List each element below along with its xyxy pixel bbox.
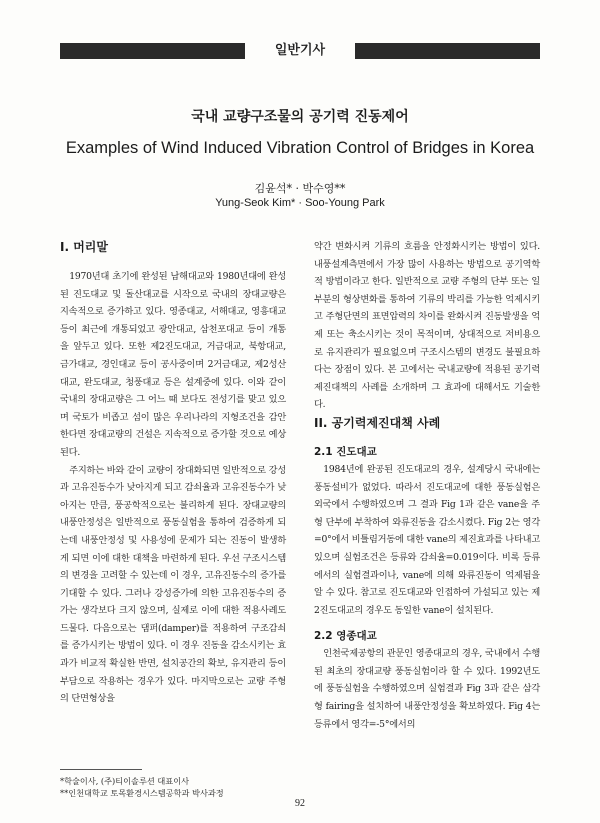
section-header-bar [60,42,540,60]
page-number: 92 [295,798,305,809]
article-title-korean: 국내 교량구조물의 공기력 진동제어 [191,109,409,125]
authors-korean: 김윤석* · 박수영** [254,182,346,195]
section-heading-aerodynamic-control: II. 공기력제진대책 사례 [314,415,441,430]
header-stripe-right [355,43,540,59]
jindo-bridge-paragraph: 1984년에 완공된 진도대교의 경우, 설계당시 국내에는 풍동설비가 없었다. 따라서 진도대교에 대한 풍동실험은 외국에서 수행하였으며 그 결과 Fig 1과 같은 vane을 주형 단부에 부착하여 와류진동을 감소시켰다. Fig 2는 영각=0°에서 비틀림거동에 대한 vane의 제진효과를 나타내고 있으며 실험조건은 등류와 감쇠율=0.019이다. 비록 등류에서의 실험결과이나, vane에 의해 와류진동이 억제됨을 알 수 있다. 참고로 진도대교와 인접하여 가설되고 있는 제2진도대교의 경우도 동일한 vane이 설치된다. [314,463,540,616]
section-category-label: 일반기사 [274,43,326,58]
authors-english: Yung-Seok Kim* · Soo-Young Park [215,197,385,209]
footnote-author-1: *학술이사, (주)티이솔루션 대표이사 [60,776,190,786]
intro-paragraph-2: 주지하는 바와 같이 교량이 장대화되면 일반적으로 강성과 고유진동수가 낮아지게 되고 감쇠율과 고유진동수가 낮아지는 만큼, 풍공학적으로는 불리하게 된다. 장대교량의 내풍안정성은 일반적으로 풍동실험을 통하여 검증하게 되는데 내풍안정성 및 사용성에 문제가 되는 진동이 발생하게 되면 이에 대한 대책을 마련하게 된다. 우선 구조시스템의 변경을 고려할 수 있는데 이 경우, 고유진동수의 증가를 기대할 수 있다. 그러나 강성증가에 의한 고유진동수의 증가는 생각보다 크지 않으며, 실제로 이에 대한 적용사례도 드물다. 다음으로는 댐퍼(damper)를 적용하여 구조감쇠를 증가시키는 방법이 있다. 이 경우 진동을 감소시키는 효과가 비교적 확실한 반면, 설치공간의 확보, 유지관리 등이 부담으로 작용하는 경우가 있다. 마지막으로는 교량 주형의 단면형상을 [60,464,286,705]
yeongjong-bridge-paragraph: 인천국제공항의 관문인 영종대교의 경우, 국내에서 수행된 최초의 장대교량 풍동실험이라 할 수 있다. 1992년도에 풍동실험을 수행하였으며 실험결과 Fig 3과 같은 삼각형 fairing을 설치하여 내풍안정성을 확보하였다. Fig 4는 등류에서 영각=-5°에서의 [314,648,540,730]
left-column [60,238,286,708]
header-stripe-left [60,43,245,59]
footnote-author-2: **인천대학교 토목환경시스템공학과 박사과정 [60,787,224,798]
subsection-heading-yeongjong-bridge: 2.2 영종대교 [314,630,377,643]
subsection-heading-jindo-bridge: 2.1 진도대교 [314,445,377,458]
section-heading-introduction: I. 머리말 [60,240,108,254]
footnotes [60,776,300,799]
right-column [314,238,540,733]
intro-paragraph-continued: 약간 변화시켜 기류의 흐름을 안정화시키는 방법이 있다. 내풍설계측면에서 가장 많이 사용하는 방법으로 공기역학적 방법이라고 한다. 일반적으로 교량 주형의 단부 또는 일부분의 형상변화를 통하여 기류의 박리를 가능한 억제시키고 주형단면의 표면압력의 차이를 완화시켜 진동발생을 억제 또는 축소시키는 것이 목적이며, 상대적으로 저비용으로 유지관리가 필요없으며 구조시스템의 변경도 불필요하다는 장점이 있다. 본 고에서는 국내교량에 적용된 공기력제진대책의 사례를 소개하며 그 효과에 대해서도 기술한다. [314,241,540,411]
footnote-divider [60,769,142,770]
intro-paragraph-1: 1970년대 초기에 완성된 남해대교와 1980년대에 완성된 진도대교 및 돌산대교를 시작으로 국내의 장대교량은 지속적으로 증가하고 있다. 영종대교, 서해대교, 영흥대교 등이 최근에 개통되었고 광안대교, 삼천포대교 등이 개통을 앞두고 있다. 또한 제2진도대교, 거금대교, 북항대교, 금가대교, 경인대교 등이 공사중이며 2거금대교, 제2성산대교, 완도대교, 청풍대교 등은 설계중에 있다. 이와 같이 국내의 장대교량은 그 어느 때 보다도 전성기를 맞고 있으며 국토가 비좁고 섬이 많은 우리나라의 지형조건을 감안한다면 장대교량의 건설은 지속적으로 증가할 것으로 예상된다. [60,271,286,458]
article-title-english: Examples of Wind Induced Vibration Control of Bridges in Korea [65,139,535,157]
